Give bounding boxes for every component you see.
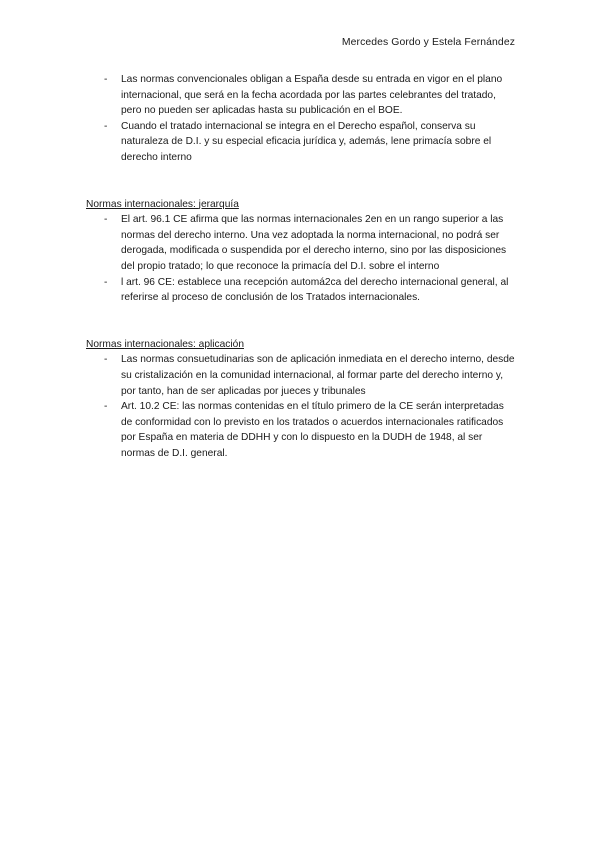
list-item-text: Las normas convencionales obligan a España desde su entrada en vigor en el plano internacional, que será en la fecha acordada por las partes celebrantes del tratado, pero no pueden ser aplicadas hasta su publicación en el BOE. <box>121 74 503 117</box>
page-header-authors: Mercedes Gordo y Estela Fernández <box>341 37 515 48</box>
list-item <box>86 399 516 461</box>
intro-list <box>86 72 516 166</box>
bullet-dash: - <box>104 276 108 288</box>
bullet-dash: - <box>104 401 108 413</box>
list-item-text: l art. 96 CE: establece una recepción automá2ca del derecho internacional general, al referirse al proceso de conclusión de los Tratados internacionales. <box>121 276 509 304</box>
list-item <box>86 275 516 306</box>
section-title-jerarquia: Normas internacionales: jerarquía <box>86 198 239 210</box>
list-item <box>86 352 516 399</box>
list-item-text: Las normas consuetudinarias son de aplicación inmediata en el derecho interno, desde su cristalización en la comunidad internacional, al formar parte del derecho interno y, por tanto, han de ser aplicadas por jueces y tribunales <box>121 354 515 397</box>
jerarquia-list <box>86 212 516 306</box>
bullet-dash: - <box>104 74 108 85</box>
bullet-dash: - <box>104 214 108 226</box>
list-item-text: Art. 10.2 CE: las normas contenidas en el título primero de la CE serán interpretadas de conformidad con lo previsto en los tratados o acuerdos internacionales ratificados por España en materia de DDHH y con lo dispuesto en la DUDH de 1948, al ser normas de D.I. general. <box>121 401 504 459</box>
list-item <box>86 212 516 274</box>
section-title-aplicacion: Normas internacionales: aplicación <box>86 338 244 350</box>
list-item <box>86 72 516 119</box>
bullet-dash: - <box>104 354 108 366</box>
aplicacion-list <box>86 352 516 461</box>
bullet-dash: - <box>104 120 108 132</box>
list-item <box>86 119 516 166</box>
list-item-text: El art. 96.1 CE afirma que las normas internacionales 2en en un rango superior a las normas del derecho interno. Una vez adoptada la norma internacional, no podrá ser derogada, modificada o suspendida por el derecho interno, sino por las disposiciones del propio tratado; lo que reconoce la primacía del D.I. sobre el interno <box>121 214 507 272</box>
list-item-text: Cuando el tratado internacional se integra en el Derecho español, conserva su naturaleza de D.I. y su especial eficacia jurídica y, además, lene primacía sobre el derecho interno <box>121 120 492 163</box>
document-body <box>86 72 516 461</box>
